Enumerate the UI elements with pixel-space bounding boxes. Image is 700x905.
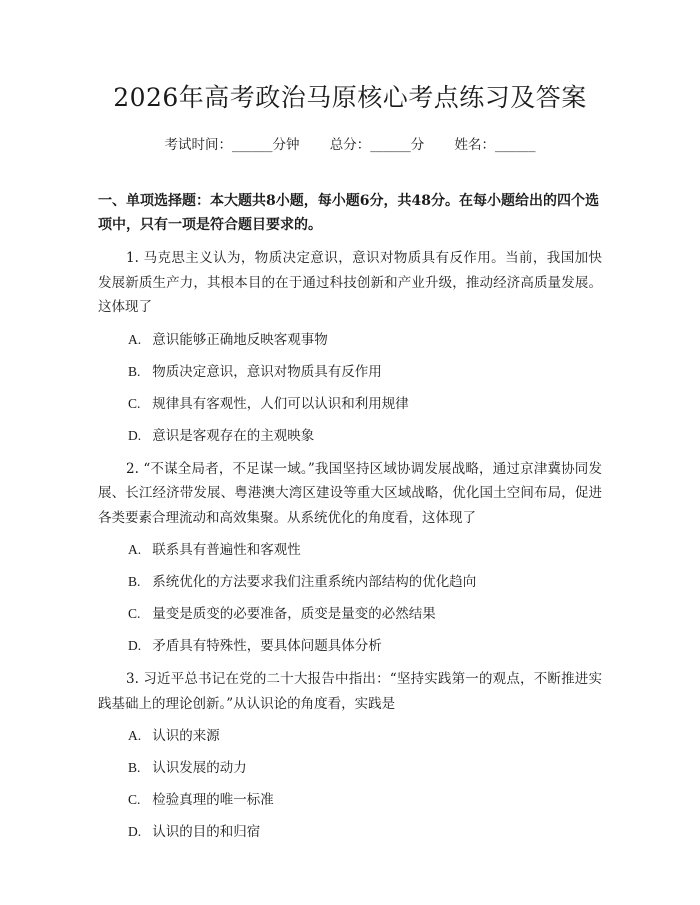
option-text: 矛盾具有特殊性，要具体问题具体分析 (152, 638, 382, 654)
question-1 (98, 246, 602, 448)
exam-info-line (98, 134, 602, 156)
option-text: 规律具有客观性，人们可以认识和利用规律 (152, 395, 409, 412)
option-a (98, 538, 602, 562)
question-stem: 3. 习近平总书记在党的二十大报告中指出：“坚持实践第一的观点，不断推进实践基础上的理论创新。”从认识论的角度看，实践是 (98, 671, 602, 712)
option-c (98, 788, 602, 812)
option-d (98, 820, 602, 844)
option-text: 意识能够正确地反映客观事物 (152, 331, 328, 348)
option-b (98, 570, 602, 594)
option-c (98, 392, 602, 416)
option-letter: D. (128, 638, 142, 653)
option-text: 认识的来源 (152, 728, 220, 744)
exam-time-field: 考试时间：______分钟 (164, 137, 300, 153)
option-b (98, 360, 602, 384)
option-letter: B. (128, 363, 141, 379)
option-text: 意识是客观存在的主观映象 (152, 427, 315, 444)
option-letter: A. (128, 542, 142, 557)
option-letter: C. (128, 395, 141, 411)
option-letter: A. (128, 728, 142, 743)
question-3 (98, 667, 602, 844)
question-stem: 1. 马克思主义认为，物质决定意识，意识对物质具有反作用。当前，我国加快发展新质生产力，其根本目的在于通过科技创新和产业升级，推动经济高质量发展。这体现了 (98, 250, 602, 315)
option-text: 联系具有普遍性和客观性 (152, 542, 301, 558)
option-d (98, 634, 602, 658)
total-score-field: 总分：______分 (329, 137, 425, 153)
page-title: 2026年高考政治马原核心考点练习及答案 (113, 83, 587, 112)
option-text: 量变是质变的必要准备，质变是量变的必然结果 (152, 606, 436, 622)
option-text: 物质决定意识，意识对物质具有反作用 (152, 363, 382, 380)
option-letter: A. (128, 331, 142, 347)
question-2 (98, 457, 602, 659)
option-letter: C. (128, 792, 141, 807)
option-letter: B. (128, 574, 141, 589)
option-a (98, 328, 602, 352)
option-text: 检验真理的唯一标准 (152, 792, 274, 808)
option-text: 认识的目的和归宿 (152, 824, 261, 840)
option-a (98, 724, 602, 748)
option-letter: C. (128, 606, 141, 621)
option-text: 系统优化的方法要求我们注重系统内部结构的优化趋向 (152, 574, 477, 590)
option-d (98, 424, 602, 448)
question-stem: 2. “不谋全局者，不足谋一域。”我国坚持区域协调发展战略，通过京津冀协同发展、长江经济带发展、粤港澳大湾区建设等重大区域战略，优化国土空间布局，促进各类要素合理流动和高效集聚。从系统优化的角度看，这体现了 (98, 460, 602, 526)
section-heading: 一、单项选择题：本大题共8小题，每小题6分，共48分。在每小题给出的四个选项中，只有一项是符合题目要求的。 (98, 193, 599, 233)
option-letter: B. (128, 760, 141, 775)
option-c (98, 602, 602, 626)
student-name-field: 姓名：______ (454, 137, 536, 153)
option-letter: D. (128, 427, 142, 443)
option-b (98, 756, 602, 780)
option-text: 认识发展的动力 (152, 760, 247, 776)
option-letter: D. (128, 824, 142, 839)
